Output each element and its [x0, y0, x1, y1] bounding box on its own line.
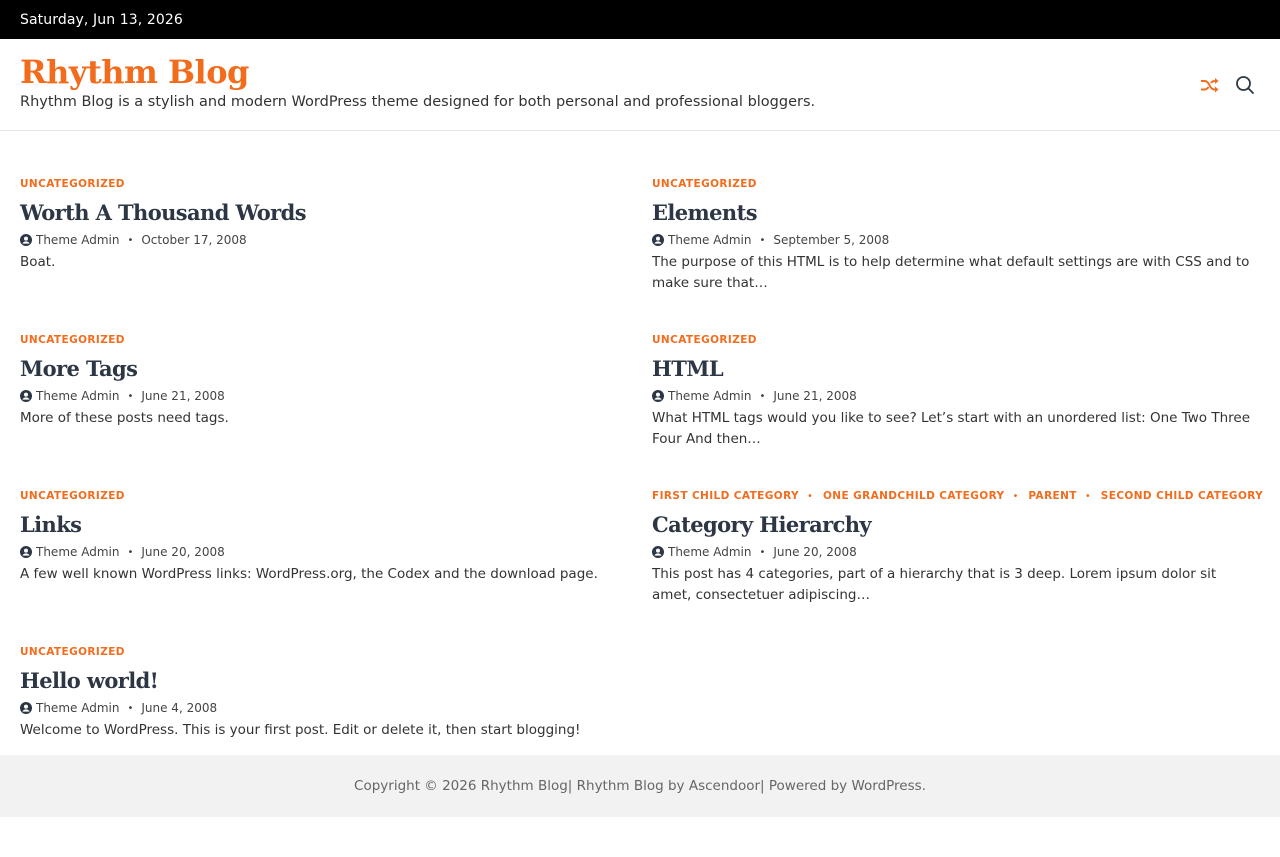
shuffle-icon[interactable] [1198, 74, 1220, 96]
user-icon [20, 234, 32, 246]
post-meta [652, 543, 1252, 561]
meta-separator: • [127, 546, 134, 558]
category-link[interactable]: UNCATEGORIZED [652, 178, 757, 190]
author-name: Theme Admin [36, 545, 120, 559]
wordpress-link[interactable]: WordPress [851, 778, 922, 794]
post-excerpt: More of these posts need tags. [20, 410, 229, 426]
author-name: Theme Admin [668, 545, 752, 559]
category-link[interactable]: UNCATEGORIZED [20, 178, 125, 190]
post-date[interactable]: June 21, 2008 [141, 389, 225, 403]
post-categories [20, 177, 620, 191]
post-grid [0, 131, 1280, 755]
author-name: Theme Admin [36, 389, 120, 403]
category-link[interactable]: UNCATEGORIZED [20, 490, 125, 502]
category-link[interactable]: UNCATEGORIZED [652, 334, 757, 346]
meta-separator: • [759, 234, 766, 246]
category-link[interactable]: ONE GRANDCHILD CATEGORY [822, 490, 1005, 502]
post-card [20, 645, 620, 741]
category-link[interactable]: SECOND CHILD CATEGORY [1100, 490, 1264, 502]
meta-separator: • [759, 390, 766, 402]
post-author[interactable] [652, 233, 751, 247]
meta-separator: • [759, 546, 766, 558]
meta-separator: • [127, 234, 134, 246]
site-footer [0, 755, 1280, 817]
meta-separator: • [127, 390, 134, 402]
post-categories [652, 177, 1252, 191]
top-bar [0, 0, 1280, 39]
post-date[interactable]: September 5, 2008 [773, 233, 890, 247]
post-title[interactable]: More Tags [20, 356, 138, 381]
author-name: Theme Admin [36, 233, 120, 247]
post-date[interactable]: June 20, 2008 [141, 545, 225, 559]
post-card [652, 333, 1252, 450]
meta-separator: • [127, 702, 134, 714]
post-date[interactable]: June 21, 2008 [773, 389, 857, 403]
category-link[interactable]: PARENT [1028, 490, 1077, 502]
site-header [0, 39, 1280, 131]
user-icon [652, 234, 664, 246]
post-title[interactable]: Worth A Thousand Words [20, 200, 306, 225]
post-card [20, 177, 620, 273]
post-title[interactable]: Elements [652, 200, 757, 225]
footer-site-link[interactable]: Rhythm Blog [480, 778, 568, 794]
post-excerpt: Boat. [20, 254, 56, 270]
post-date[interactable]: June 20, 2008 [773, 545, 857, 559]
post-card [20, 333, 620, 429]
category-separator: • [1012, 490, 1019, 502]
post-card [652, 489, 1264, 606]
post-date[interactable]: October 17, 2008 [141, 233, 247, 247]
theme-author-link[interactable]: Ascendoor [688, 778, 761, 794]
user-icon [20, 390, 32, 402]
post-excerpt: This post has 4 categories, part of a hierarchy that is 3 deep. Lorem ipsum dolor sit amet, consectetuer adipiscing… [652, 566, 1217, 603]
post-excerpt: The purpose of this HTML is to help determine what default settings are with CSS and to make sure that… [652, 254, 1250, 291]
site-tagline: Rhythm Blog is a stylish and modern WordPress theme designed for both personal and professional bloggers. [20, 94, 816, 110]
post-card [20, 489, 620, 585]
user-icon [652, 546, 664, 558]
footer-separator: | Rhythm Blog by [567, 778, 685, 794]
post-author[interactable] [20, 233, 119, 247]
category-separator: • [807, 490, 813, 502]
post-author[interactable] [20, 545, 119, 559]
post-date[interactable]: June 4, 2008 [141, 701, 218, 715]
category-separator: • [1084, 490, 1091, 502]
post-card [652, 177, 1252, 294]
author-name: Theme Admin [36, 701, 120, 715]
post-meta [20, 231, 620, 249]
post-meta [652, 231, 1252, 249]
post-meta [652, 387, 1252, 405]
post-author[interactable] [20, 701, 119, 715]
author-name: Theme Admin [668, 233, 752, 247]
footer-end: . [921, 778, 926, 794]
footer-separator: | Powered by [760, 778, 848, 794]
post-categories [20, 333, 620, 347]
user-icon [20, 546, 32, 558]
post-meta [20, 387, 620, 405]
post-categories [20, 489, 620, 503]
post-title[interactable]: Links [20, 512, 82, 537]
post-meta [20, 699, 620, 717]
author-name: Theme Admin [668, 389, 752, 403]
post-author[interactable] [20, 389, 119, 403]
category-link[interactable]: FIRST CHILD CATEGORY [652, 490, 800, 502]
post-categories [20, 645, 620, 659]
post-title[interactable]: HTML [652, 356, 724, 381]
post-author[interactable] [652, 545, 751, 559]
category-link[interactable]: UNCATEGORIZED [20, 334, 125, 346]
post-categories [652, 333, 1252, 347]
user-icon [652, 390, 664, 402]
post-title[interactable]: Category Hierarchy [652, 512, 872, 537]
header-actions [1198, 74, 1256, 96]
post-title[interactable]: Hello world! [20, 668, 159, 693]
post-author[interactable] [652, 389, 751, 403]
post-excerpt: Welcome to WordPress. This is your first post. Edit or delete it, then start blogging! [20, 722, 581, 738]
post-excerpt: A few well known WordPress links: WordPress.org, the Codex and the download page. [20, 566, 598, 582]
copyright-text: Copyright © 2026 [354, 778, 477, 794]
post-excerpt: What HTML tags would you like to see? Let’s start with an unordered list: One Two Three Four And then… [652, 410, 1251, 447]
site-title[interactable]: Rhythm Blog [20, 53, 249, 91]
post-categories [652, 489, 1264, 503]
user-icon [20, 702, 32, 714]
search-icon[interactable] [1234, 74, 1256, 96]
category-link[interactable]: UNCATEGORIZED [20, 646, 125, 658]
current-date: Saturday, Jun 13, 2026 [20, 11, 183, 28]
post-meta [20, 543, 620, 561]
